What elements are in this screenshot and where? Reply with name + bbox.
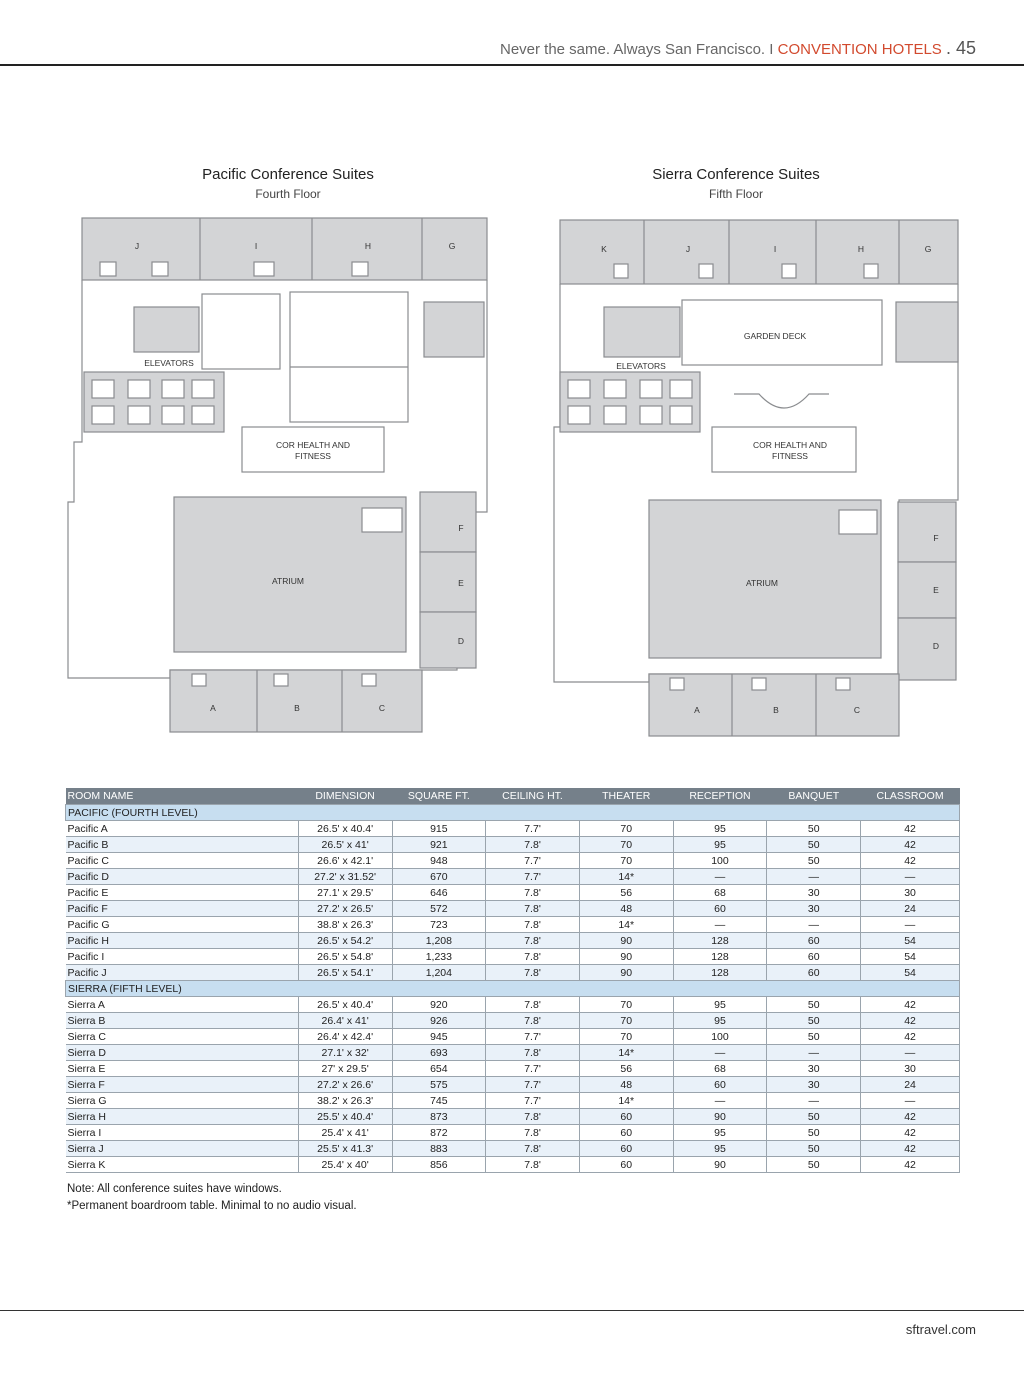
table-cell: Sierra B bbox=[66, 1013, 299, 1029]
table-cell: 27' x 29.5' bbox=[298, 1061, 392, 1077]
table-body bbox=[66, 805, 960, 1173]
table-cell: — bbox=[861, 869, 960, 885]
table-cell: 70 bbox=[579, 837, 673, 853]
table-cell: 90 bbox=[673, 1109, 767, 1125]
table-cell: 7.8' bbox=[486, 1157, 580, 1173]
table-cell: 1,208 bbox=[392, 933, 486, 949]
table-cell: 30 bbox=[861, 1061, 960, 1077]
table-cell: 60 bbox=[579, 1141, 673, 1157]
table-cell: 7.8' bbox=[486, 997, 580, 1013]
table-cell: 68 bbox=[673, 1061, 767, 1077]
table-cell: 27.2' x 26.5' bbox=[298, 901, 392, 917]
sierra-label-e: E bbox=[933, 585, 939, 595]
table-cell: 1,204 bbox=[392, 965, 486, 981]
table-row bbox=[66, 1109, 960, 1125]
table-cell: 572 bbox=[392, 901, 486, 917]
table-cell: 7.7' bbox=[486, 1029, 580, 1045]
pacific-label-e: E bbox=[458, 578, 464, 588]
table-cell: 60 bbox=[767, 933, 861, 949]
header-section: CONVENTION HOTELS bbox=[777, 41, 942, 58]
table-cell: 48 bbox=[579, 1077, 673, 1093]
table-row bbox=[66, 1077, 960, 1093]
table-cell: 7.8' bbox=[486, 1045, 580, 1061]
pacific-label-elevators: ELEVATORS bbox=[144, 358, 194, 368]
table-cell: 670 bbox=[392, 869, 486, 885]
table-cell: 95 bbox=[673, 997, 767, 1013]
table-cell: 38.8' x 26.3' bbox=[298, 917, 392, 933]
table-cell: 948 bbox=[392, 853, 486, 869]
table-cell: 25.5' x 41.3' bbox=[298, 1141, 392, 1157]
table-cell: 42 bbox=[861, 821, 960, 837]
table-cell: 60 bbox=[673, 1077, 767, 1093]
table-cell: 50 bbox=[767, 1157, 861, 1173]
pacific-label-i: I bbox=[254, 241, 258, 251]
pacific-label-c: C bbox=[378, 703, 386, 713]
col-header-theater: THEATER bbox=[579, 788, 673, 805]
table-cell: 50 bbox=[767, 1029, 861, 1045]
table-cell: 30 bbox=[767, 885, 861, 901]
table-cell: 42 bbox=[861, 1157, 960, 1173]
sierra-label-fitness-1: COR HEALTH AND bbox=[753, 440, 827, 450]
sierra-label-atrium: ATRIUM bbox=[746, 578, 778, 588]
table-cell: — bbox=[861, 1093, 960, 1109]
table-row bbox=[66, 1061, 960, 1077]
table-cell: Sierra H bbox=[66, 1109, 299, 1125]
table-cell: 7.7' bbox=[486, 821, 580, 837]
table-cell: 42 bbox=[861, 853, 960, 869]
table-cell: 7.7' bbox=[486, 1061, 580, 1077]
header-tagline: Never the same. Always San Francisco. I bbox=[499, 41, 774, 58]
table-cell: Sierra I bbox=[66, 1125, 299, 1141]
table-section-row bbox=[66, 805, 960, 821]
table-cell: Pacific A bbox=[66, 821, 299, 837]
table-cell: 70 bbox=[579, 853, 673, 869]
col-header-ceiling-ht: CEILING HT. bbox=[486, 788, 580, 805]
table-cell: Pacific F bbox=[66, 901, 299, 917]
note-windows: Note: All conference suites have windows. bbox=[67, 1183, 282, 1195]
pacific-plan-subtitle: Fourth Floor bbox=[255, 187, 321, 201]
pacific-label-b: B bbox=[294, 703, 300, 713]
table-cell: 920 bbox=[392, 997, 486, 1013]
table-cell: 56 bbox=[579, 885, 673, 901]
header-rule bbox=[0, 64, 1024, 66]
table-cell: 27.1' x 32' bbox=[298, 1045, 392, 1061]
sierra-plan-subtitle: Fifth Floor bbox=[708, 187, 763, 201]
table-cell: 7.8' bbox=[486, 1109, 580, 1125]
pacific-floor-plan bbox=[62, 212, 492, 750]
table-row bbox=[66, 917, 960, 933]
table-cell: 54 bbox=[861, 933, 960, 949]
table-section-row bbox=[66, 981, 960, 997]
table-cell: 50 bbox=[767, 1013, 861, 1029]
table-cell: 7.8' bbox=[486, 837, 580, 853]
col-header-room-name: ROOM NAME bbox=[66, 788, 299, 805]
table-cell: 693 bbox=[392, 1045, 486, 1061]
table-cell: — bbox=[861, 1045, 960, 1061]
table-cell: 27.2' x 26.6' bbox=[298, 1077, 392, 1093]
sierra-plan-title: Sierra Conference Suites bbox=[652, 166, 820, 183]
table-row bbox=[66, 1029, 960, 1045]
col-header-dimension: DIMENSION bbox=[298, 788, 392, 805]
table-cell: 95 bbox=[673, 1141, 767, 1157]
table-cell: 100 bbox=[673, 853, 767, 869]
table-cell: 90 bbox=[579, 949, 673, 965]
table-cell: 26.4' x 42.4' bbox=[298, 1029, 392, 1045]
table-cell: Sierra A bbox=[66, 997, 299, 1013]
table-cell: 60 bbox=[579, 1157, 673, 1173]
table-cell: 50 bbox=[767, 1141, 861, 1157]
table-header-row bbox=[66, 788, 960, 805]
sierra-label-elevators: ELEVATORS bbox=[616, 361, 666, 371]
sierra-label-c: C bbox=[853, 705, 861, 715]
room-capacity-table bbox=[65, 788, 960, 1173]
table-cell: 60 bbox=[767, 965, 861, 981]
table-cell: Sierra D bbox=[66, 1045, 299, 1061]
sierra-floor-plan bbox=[544, 212, 964, 750]
table-cell: 7.7' bbox=[486, 853, 580, 869]
table-cell: 50 bbox=[767, 1109, 861, 1125]
table-cell: 26.5' x 54.2' bbox=[298, 933, 392, 949]
note-boardroom: *Permanent boardroom table. Minimal to no audio visual. bbox=[67, 1200, 357, 1212]
col-header-square-ft: SQUARE FT. bbox=[392, 788, 486, 805]
table-cell: 30 bbox=[861, 885, 960, 901]
pacific-label-f: F bbox=[458, 523, 464, 533]
pacific-label-fitness-2: FITNESS bbox=[295, 451, 331, 461]
table-cell: 25.5' x 40.4' bbox=[298, 1109, 392, 1125]
sierra-label-fitness-2: FITNESS bbox=[772, 451, 808, 461]
table-cell: Sierra J bbox=[66, 1141, 299, 1157]
table-cell: Pacific D bbox=[66, 869, 299, 885]
table-cell: 745 bbox=[392, 1093, 486, 1109]
table-row bbox=[66, 997, 960, 1013]
table-cell: 60 bbox=[767, 949, 861, 965]
pacific-label-g: G bbox=[448, 241, 456, 251]
table-row bbox=[66, 885, 960, 901]
table-cell: 1,233 bbox=[392, 949, 486, 965]
sierra-label-k: K bbox=[601, 244, 607, 254]
table-cell: 90 bbox=[579, 965, 673, 981]
table-cell: 7.7' bbox=[486, 869, 580, 885]
table-cell: 926 bbox=[392, 1013, 486, 1029]
table-cell: 54 bbox=[861, 965, 960, 981]
table-cell: 50 bbox=[767, 1125, 861, 1141]
table-cell: 70 bbox=[579, 821, 673, 837]
table-cell: 26.4' x 41' bbox=[298, 1013, 392, 1029]
pacific-label-d: D bbox=[457, 636, 465, 646]
sierra-label-b: B bbox=[773, 705, 779, 715]
footer-site: sftravel.com bbox=[905, 1322, 976, 1337]
table-cell: 50 bbox=[767, 853, 861, 869]
table-cell: 723 bbox=[392, 917, 486, 933]
table-row bbox=[66, 1157, 960, 1173]
table-cell: Pacific B bbox=[66, 837, 299, 853]
table-row bbox=[66, 1013, 960, 1029]
table-cell: 50 bbox=[767, 821, 861, 837]
table-cell: 128 bbox=[673, 949, 767, 965]
table-cell: Pacific J bbox=[66, 965, 299, 981]
table-cell: 24 bbox=[861, 901, 960, 917]
table-cell: 27.2' x 31.52' bbox=[298, 869, 392, 885]
sierra-label-h: H bbox=[857, 244, 865, 254]
table-notes bbox=[67, 1181, 357, 1215]
table-row bbox=[66, 1093, 960, 1109]
table-row bbox=[66, 949, 960, 965]
table-cell: 7.8' bbox=[486, 901, 580, 917]
table-cell: 921 bbox=[392, 837, 486, 853]
sierra-label-d: D bbox=[932, 641, 940, 651]
section-title: PACIFIC (FOURTH LEVEL) bbox=[66, 805, 960, 821]
table-cell: Pacific G bbox=[66, 917, 299, 933]
table-row bbox=[66, 869, 960, 885]
table-cell: 42 bbox=[861, 1013, 960, 1029]
table-cell: 60 bbox=[579, 1125, 673, 1141]
table-cell: 90 bbox=[579, 933, 673, 949]
table-cell: Sierra G bbox=[66, 1093, 299, 1109]
table-cell: — bbox=[767, 1045, 861, 1061]
sierra-label-garden-deck: GARDEN DECK bbox=[743, 331, 807, 341]
table-cell: 42 bbox=[861, 1029, 960, 1045]
table-cell: 14* bbox=[579, 869, 673, 885]
table-cell: 575 bbox=[392, 1077, 486, 1093]
table-cell: Sierra E bbox=[66, 1061, 299, 1077]
table-cell: 7.8' bbox=[486, 917, 580, 933]
table-cell: 856 bbox=[392, 1157, 486, 1173]
col-header-banquet: BANQUET bbox=[767, 788, 861, 805]
table-cell: Pacific H bbox=[66, 933, 299, 949]
table-cell: 7.8' bbox=[486, 1013, 580, 1029]
page-header bbox=[0, 0, 1024, 66]
table-cell: 54 bbox=[861, 949, 960, 965]
table-cell: 873 bbox=[392, 1109, 486, 1125]
table-row bbox=[66, 901, 960, 917]
table-cell: 25.4' x 40' bbox=[298, 1157, 392, 1173]
footer-rule bbox=[0, 1310, 1024, 1311]
sierra-label-j: J bbox=[685, 244, 691, 254]
table-cell: 26.5' x 40.4' bbox=[298, 821, 392, 837]
table-row bbox=[66, 1125, 960, 1141]
table-row bbox=[66, 821, 960, 837]
table-cell: 100 bbox=[673, 1029, 767, 1045]
table-cell: 42 bbox=[861, 1109, 960, 1125]
table-cell: Pacific C bbox=[66, 853, 299, 869]
section-title: SIERRA (FIFTH LEVEL) bbox=[66, 981, 960, 997]
table-cell: — bbox=[861, 917, 960, 933]
table-cell: 883 bbox=[392, 1141, 486, 1157]
table-cell: 95 bbox=[673, 1013, 767, 1029]
table-cell: Sierra C bbox=[66, 1029, 299, 1045]
table-cell: 7.8' bbox=[486, 949, 580, 965]
table-row bbox=[66, 933, 960, 949]
table-cell: 26.5' x 41' bbox=[298, 837, 392, 853]
table-cell: 95 bbox=[673, 1125, 767, 1141]
table-row bbox=[66, 837, 960, 853]
table-cell: 24 bbox=[861, 1077, 960, 1093]
pacific-bottom-rooms bbox=[170, 670, 422, 732]
table-cell: 7.8' bbox=[486, 965, 580, 981]
table-cell: 68 bbox=[673, 885, 767, 901]
table-cell: 945 bbox=[392, 1029, 486, 1045]
table-cell: 70 bbox=[579, 997, 673, 1013]
pacific-plan-title: Pacific Conference Suites bbox=[202, 166, 374, 183]
table-cell: — bbox=[767, 917, 861, 933]
table-cell: 90 bbox=[673, 1157, 767, 1173]
sierra-label-g: G bbox=[924, 244, 932, 254]
table-cell: 70 bbox=[579, 1013, 673, 1029]
table-cell: 30 bbox=[767, 1077, 861, 1093]
table-cell: 42 bbox=[861, 1141, 960, 1157]
table-cell: Pacific I bbox=[66, 949, 299, 965]
pacific-label-j: J bbox=[134, 241, 140, 251]
page-number: . 45 bbox=[945, 38, 976, 58]
table-cell: 30 bbox=[767, 1061, 861, 1077]
table-row bbox=[66, 853, 960, 869]
table-cell: Sierra F bbox=[66, 1077, 299, 1093]
table-row bbox=[66, 1141, 960, 1157]
table-cell: 42 bbox=[861, 837, 960, 853]
sierra-label-a: A bbox=[694, 705, 700, 715]
table-cell: 915 bbox=[392, 821, 486, 837]
table-cell: 7.7' bbox=[486, 1093, 580, 1109]
table-cell: — bbox=[673, 1093, 767, 1109]
table-cell: 7.8' bbox=[486, 1141, 580, 1157]
table-cell: 872 bbox=[392, 1125, 486, 1141]
table-cell: — bbox=[673, 869, 767, 885]
pacific-label-atrium: ATRIUM bbox=[272, 576, 304, 586]
table-cell: 128 bbox=[673, 965, 767, 981]
table-cell: Sierra K bbox=[66, 1157, 299, 1173]
sierra-label-i: I bbox=[773, 244, 777, 254]
table-row bbox=[66, 1045, 960, 1061]
table-cell: 7.8' bbox=[486, 1125, 580, 1141]
table-cell: 14* bbox=[579, 917, 673, 933]
table-cell: 30 bbox=[767, 901, 861, 917]
table-cell: 26.5' x 54.8' bbox=[298, 949, 392, 965]
table-cell: 56 bbox=[579, 1061, 673, 1077]
table-cell: — bbox=[673, 917, 767, 933]
table-cell: — bbox=[673, 1045, 767, 1061]
pacific-label-a: A bbox=[210, 703, 216, 713]
table-cell: 26.6' x 42.1' bbox=[298, 853, 392, 869]
table-cell: 50 bbox=[767, 997, 861, 1013]
table-cell: 26.5' x 54.1' bbox=[298, 965, 392, 981]
table-cell: 14* bbox=[579, 1093, 673, 1109]
table-cell: 7.8' bbox=[486, 885, 580, 901]
sierra-label-f: F bbox=[933, 533, 939, 543]
table-cell: 70 bbox=[579, 1029, 673, 1045]
table-cell: 50 bbox=[767, 837, 861, 853]
table-cell: 42 bbox=[861, 997, 960, 1013]
table-cell: 14* bbox=[579, 1045, 673, 1061]
table-cell: 7.7' bbox=[486, 1077, 580, 1093]
table-cell: — bbox=[767, 1093, 861, 1109]
table-cell: 646 bbox=[392, 885, 486, 901]
table-cell: Pacific E bbox=[66, 885, 299, 901]
table-cell: 654 bbox=[392, 1061, 486, 1077]
table-cell: 26.5' x 40.4' bbox=[298, 997, 392, 1013]
table-cell: 25.4' x 41' bbox=[298, 1125, 392, 1141]
table-cell: 60 bbox=[673, 901, 767, 917]
table-cell: 95 bbox=[673, 837, 767, 853]
pacific-label-h: H bbox=[364, 241, 372, 251]
table-cell: 7.8' bbox=[486, 933, 580, 949]
table-cell: 60 bbox=[579, 1109, 673, 1125]
table-cell: 27.1' x 29.5' bbox=[298, 885, 392, 901]
table-cell: 38.2' x 26.3' bbox=[298, 1093, 392, 1109]
table-cell: 128 bbox=[673, 933, 767, 949]
table-row bbox=[66, 965, 960, 981]
table-cell: 42 bbox=[861, 1125, 960, 1141]
header-text bbox=[500, 38, 976, 59]
col-header-classroom: CLASSROOM bbox=[861, 788, 960, 805]
table-cell: — bbox=[767, 869, 861, 885]
pacific-top-rooms bbox=[82, 218, 487, 280]
pacific-label-fitness-1: COR HEALTH AND bbox=[276, 440, 350, 450]
table-cell: 48 bbox=[579, 901, 673, 917]
col-header-reception: RECEPTION bbox=[673, 788, 767, 805]
table-cell: 95 bbox=[673, 821, 767, 837]
